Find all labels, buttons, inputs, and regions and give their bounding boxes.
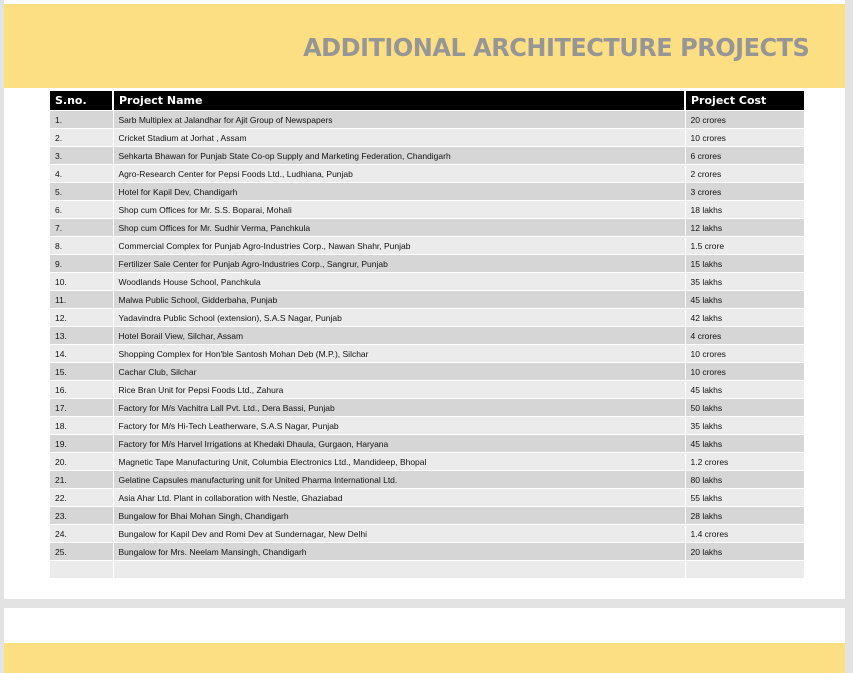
cell-project-cost: 35 lakhs <box>685 273 804 291</box>
table-row <box>50 201 804 219</box>
cell-sno: 12. <box>50 309 113 327</box>
cell-sno: 6. <box>50 201 113 219</box>
cell-project-name: Factory for M/s Vachitra Lall Pvt. Ltd., Dera Bassi, Punjab <box>113 399 685 417</box>
cell-sno: 3. <box>50 147 113 165</box>
cell-project-cost: 3 crores <box>685 183 804 201</box>
cell-project-name: Sehkarta Bhawan for Punjab State Co-op Supply and Marketing Federation, Chandigarh <box>113 147 685 165</box>
cell-project-name: Shop cum Offices for Mr. Sudhir Verma, Panchkula <box>113 219 685 237</box>
table-row <box>50 399 804 417</box>
table-row <box>50 183 804 201</box>
cell-sno: 16. <box>50 381 113 399</box>
cell-sno: 5. <box>50 183 113 201</box>
table-row <box>50 129 804 147</box>
table-row <box>50 291 804 309</box>
cell-project-cost: 80 lakhs <box>685 471 804 489</box>
cell-project-cost: 45 lakhs <box>685 381 804 399</box>
cell-sno: 18. <box>50 417 113 435</box>
cell-project-name: Factory for M/s Hi-Tech Leatherware, S.A.S Nagar, Punjab <box>113 417 685 435</box>
cell-project-name: Factory for M/s Harvel Irrigations at Khedaki Dhaula, Gurgaon, Haryana <box>113 435 685 453</box>
cell-project-name: Magnetic Tape Manufacturing Unit, Columbia Electronics Ltd., Mandideep, Bhopal <box>113 453 685 471</box>
cell-sno: 24. <box>50 525 113 543</box>
table-row <box>50 561 804 579</box>
table-row <box>50 471 804 489</box>
cell-sno: 8. <box>50 237 113 255</box>
table-row <box>50 165 804 183</box>
cell-project-cost <box>685 561 804 579</box>
cell-project-name: Bungalow for Kapil Dev and Romi Dev at Sundernagar, New Delhi <box>113 525 685 543</box>
cell-project-cost: 10 crores <box>685 363 804 381</box>
header-sno: S.no. <box>50 91 113 111</box>
cell-project-cost: 10 crores <box>685 129 804 147</box>
cell-sno: 11. <box>50 291 113 309</box>
cell-sno: 9. <box>50 255 113 273</box>
table-row <box>50 255 804 273</box>
table-row <box>50 453 804 471</box>
cell-project-name: Hotel for Kapil Dev, Chandigarh <box>113 183 685 201</box>
cell-project-cost: 4 crores <box>685 327 804 345</box>
header-project-cost: Project Cost <box>685 91 804 111</box>
cell-sno: 22. <box>50 489 113 507</box>
table-row <box>50 417 804 435</box>
cell-sno: 13. <box>50 327 113 345</box>
cell-project-name: Hotel Borail View, Silchar, Assam <box>113 327 685 345</box>
cell-project-name: Sarb Multiplex at Jalandhar for Ajit Group of Newspapers <box>113 111 685 129</box>
table-row <box>50 327 804 345</box>
cell-project-cost: 1.5 crore <box>685 237 804 255</box>
cell-project-cost: 6 crores <box>685 147 804 165</box>
cell-project-name: Woodlands House School, Panchkula <box>113 273 685 291</box>
cell-project-cost: 42 lakhs <box>685 309 804 327</box>
cell-project-cost: 15 lakhs <box>685 255 804 273</box>
cell-sno: 14. <box>50 345 113 363</box>
cell-sno: 20. <box>50 453 113 471</box>
table-row <box>50 435 804 453</box>
table-row <box>50 111 804 129</box>
cell-project-name: Malwa Public School, Gidderbaha, Punjab <box>113 291 685 309</box>
table-row <box>50 525 804 543</box>
cell-project-name: Bungalow for Bhai Mohan Singh, Chandigarh <box>113 507 685 525</box>
cell-sno: 4. <box>50 165 113 183</box>
cell-project-cost: 45 lakhs <box>685 435 804 453</box>
cell-project-cost: 20 lakhs <box>685 543 804 561</box>
table-row <box>50 273 804 291</box>
cell-project-cost: 18 lakhs <box>685 201 804 219</box>
projects-table <box>50 91 804 578</box>
cell-project-cost: 10 crores <box>685 345 804 363</box>
cell-project-name: Fertilizer Sale Center for Punjab Agro-Industries Corp., Sangrur, Punjab <box>113 255 685 273</box>
cell-sno <box>50 561 113 579</box>
cell-sno: 7. <box>50 219 113 237</box>
cell-sno: 21. <box>50 471 113 489</box>
table-row <box>50 345 804 363</box>
table-row <box>50 147 804 165</box>
cell-project-cost: 55 lakhs <box>685 489 804 507</box>
cell-sno: 2. <box>50 129 113 147</box>
cell-project-cost: 1.4 crores <box>685 525 804 543</box>
cell-sno: 25. <box>50 543 113 561</box>
cell-project-name <box>113 561 685 579</box>
page-title: ADDITIONAL ARCHITECTURE PROJECTS <box>302 33 809 62</box>
cell-project-name: Bungalow for Mrs. Neelam Mansingh, Chandigarh <box>113 543 685 561</box>
cell-sno: 1. <box>50 111 113 129</box>
table-row <box>50 219 804 237</box>
cell-sno: 15. <box>50 363 113 381</box>
cell-project-cost: 50 lakhs <box>685 399 804 417</box>
cell-sno: 10. <box>50 273 113 291</box>
cell-project-cost: 28 lakhs <box>685 507 804 525</box>
cell-project-name: Yadavindra Public School (extension), S.A.S Nagar, Punjab <box>113 309 685 327</box>
cell-sno: 17. <box>50 399 113 417</box>
cell-project-name: Cachar Club, Silchar <box>113 363 685 381</box>
cell-sno: 19. <box>50 435 113 453</box>
cell-project-name: Asia Ahar Ltd. Plant in collaboration with Nestle, Ghaziabad <box>113 489 685 507</box>
table-row <box>50 237 804 255</box>
cell-project-name: Shop cum Offices for Mr. S.S. Boparai, Mohali <box>113 201 685 219</box>
cell-project-name: Commercial Complex for Punjab Agro-Industries Corp., Nawan Shahr, Punjab <box>113 237 685 255</box>
table-row <box>50 381 804 399</box>
header-band <box>4 4 845 88</box>
next-document-page <box>4 608 845 668</box>
cell-project-cost: 1.2 crores <box>685 453 804 471</box>
cell-project-cost: 20 crores <box>685 111 804 129</box>
cell-project-name: Gelatine Capsules manufacturing unit for United Pharma International Ltd. <box>113 471 685 489</box>
cell-project-cost: 35 lakhs <box>685 417 804 435</box>
cell-project-name: Cricket Stadium at Jorhat , Assam <box>113 129 685 147</box>
cell-project-name: Agro-Research Center for Pepsi Foods Ltd., Ludhiana, Punjab <box>113 165 685 183</box>
cell-project-name: Shopping Complex for Hon'ble Santosh Mohan Deb (M.P.), Silchar <box>113 345 685 363</box>
table-row <box>50 309 804 327</box>
header-project-name: Project Name <box>113 91 685 111</box>
table-row <box>50 489 804 507</box>
cell-project-cost: 12 lakhs <box>685 219 804 237</box>
cell-project-name: Rice Bran Unit for Pepsi Foods Ltd., Zahura <box>113 381 685 399</box>
document-page <box>4 0 845 599</box>
next-page-header-band <box>4 643 845 673</box>
cell-project-cost: 45 lakhs <box>685 291 804 309</box>
table-header-row <box>50 91 804 111</box>
cell-project-cost: 2 crores <box>685 165 804 183</box>
table-row <box>50 363 804 381</box>
table-row <box>50 543 804 561</box>
cell-sno: 23. <box>50 507 113 525</box>
table-row <box>50 507 804 525</box>
